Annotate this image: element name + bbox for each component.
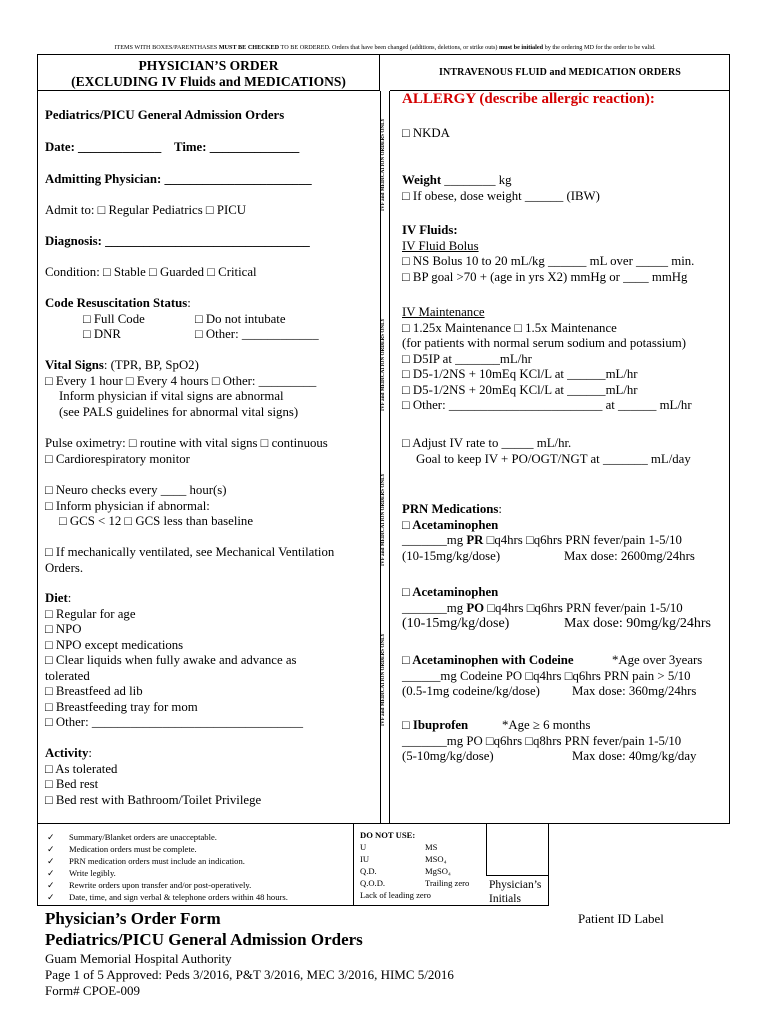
abbr: IU [360, 854, 370, 864]
form-subtitle: Pediatrics/PICU General Admission Orders [45, 930, 363, 949]
ventilation-block [45, 545, 375, 576]
checklist-item: ✓ Rewrite orders upon transfer and/or post-operatively. [47, 879, 347, 891]
initials-label [489, 878, 541, 906]
neuro-checks-checkbox[interactable]: □ Neuro checks every ____ hour(s) [45, 483, 227, 497]
note-bold-1: MUST BE CHECKED [218, 44, 280, 51]
acetaminophen-po-checkbox[interactable]: □ Acetaminophen [402, 585, 499, 599]
ventilation-text: Orders. [45, 560, 84, 575]
ace-pr-dose-range: (10-15mg/kg/dose) [402, 548, 501, 563]
vital-signs-block [45, 358, 375, 420]
codeine-checkbox[interactable]: □ Acetaminophen with Codeine [402, 653, 574, 667]
neuro-block [45, 483, 375, 530]
ace-pr-route: PR [466, 533, 484, 547]
code-status-block: Code Resuscitation Status: □ Full Code □ Do not intubate □ DNR □ Other: ____________ [45, 296, 319, 341]
ibuprofen-dose-range: (5-10mg/kg/dose) [402, 749, 494, 763]
neuro-inform-checkbox[interactable]: □ Inform physician if abnormal: [45, 498, 210, 513]
ace-po-max: Max dose: 90mg/kg/24hrs [564, 616, 711, 631]
abbr: Q.O.D. [360, 878, 386, 888]
note-prefix: ITEMS WITH BOXES/PARENTHASES [114, 44, 219, 51]
iv-fluids-title: IV Fluids: [402, 223, 458, 237]
activity-title: Activity [45, 746, 89, 760]
weight-block [402, 173, 728, 204]
codeine-dose-line[interactable]: ______mg Codeine PO □q4hrs □q6hrs PRN pain > 5/10 [402, 668, 691, 683]
ibuprofen-checkbox[interactable]: □ Ibuprofen [402, 718, 469, 732]
diet-option[interactable]: □ Breastfeed ad lib [45, 684, 143, 698]
diet-option[interactable]: □ Other: _________________________________ [45, 715, 303, 729]
condition-options[interactable] [45, 265, 375, 281]
header-line-2: (EXCLUDING IV Fluids and MEDICATIONS) [71, 74, 346, 89]
checklist-item: ✓ Medication orders must be complete. [47, 843, 347, 855]
vital-pals-text: (see PALS guidelines for abnormal vital signs) [59, 404, 299, 419]
checklist-item: ✓ Write legibly. [47, 867, 347, 879]
codeine-age: *Age over 3years [612, 653, 703, 667]
footer-info [45, 951, 454, 999]
ace-po-frequency[interactable]: □q4hrs □q6hrs PRN fever/pain 1-5/10 [484, 600, 683, 615]
vital-signs-sub: : (TPR, BP, SpO2) [103, 358, 199, 372]
vital-frequency-options[interactable]: □ Every 1 hour □ Every 4 hours □ Other: _________ [45, 373, 317, 388]
abbr: Lack of leading zero [360, 890, 431, 900]
diet-option-cont: tolerated [45, 668, 90, 683]
vertical-label-4: IVF and MEDICATION ORDERS ONLY [380, 633, 386, 727]
page-approval: Page 1 of 5 Approved: Peds 3/2016, P&T 3/2016, MEC 3/2016, HIMC 5/2016 [45, 967, 454, 982]
adjust-goal-text: Goal to keep IV + PO/OGT/NGT at _______ mL/day [416, 451, 691, 466]
top-instruction-note [0, 44, 770, 51]
weight-field[interactable]: ________ kg [441, 173, 512, 187]
code-status-title: Code Resuscitation Status [45, 296, 188, 310]
d5-20meq-checkbox[interactable]: □ D5-1/2NS + 20mEq KCl/L at ______mL/hr [402, 382, 638, 397]
pulse-ox-options[interactable]: Pulse oximetry: □ routine with vital signs □ continuous [45, 436, 328, 450]
vertical-label-2: IVF and MEDICATION ORDERS ONLY [380, 318, 386, 412]
organization: Guam Memorial Hospital Authority [45, 951, 232, 966]
admit-to-options[interactable] [45, 203, 375, 219]
diagnosis-field[interactable]: Diagnosis: ________________________________ [45, 234, 310, 248]
maintenance-note: (for patients with normal serum sodium and potassium) [402, 336, 686, 350]
maintenance-other-checkbox[interactable]: □ Other: ________________________ at ______ mL/hr [402, 398, 692, 412]
abbr: U [360, 842, 367, 852]
header-line-1: PHYSICIAN’S ORDER [138, 58, 279, 73]
ventilation-checkbox[interactable]: □ If mechanically ventilated, see Mechanical Ventilation [45, 545, 335, 559]
note-bold-2: must be initialed [499, 44, 544, 51]
adjust-block [402, 436, 728, 467]
condition-text: Condition: □ Stable □ Guarded □ Critical [45, 265, 257, 279]
do-not-use-title: DO NOT USE: [360, 830, 416, 840]
vital-inform-text: Inform physician if vital signs are abnormal [59, 389, 284, 403]
ace-po-route: PO [466, 600, 485, 615]
vertical-label-1: IVF and MEDICATION ORDERS ONLY [380, 118, 386, 212]
prn-block: PRN Medications: □ Acetaminophen _______mg PR □q4hrs □q6hrs PRN fever/pain 1-5/10 (10-15mg/kg/dose) Max dose: 2600mg/24hrs [402, 502, 728, 564]
vertical-label-3: IVF and MEDICATION ORDERS ONLY [380, 473, 386, 567]
diet-option[interactable]: □ NPO [45, 622, 82, 636]
abbr: Q.D. [360, 866, 377, 876]
codeine-max: Max dose: 360mg/24hrs [572, 684, 697, 698]
physician-order-header [37, 54, 380, 91]
activity-option[interactable]: □ Bed rest with Bathroom/Toilet Privilege [45, 792, 262, 807]
admit-to-text: Admit to: □ Regular Pediatrics □ PICU [45, 203, 246, 217]
do-not-use-list [360, 829, 490, 901]
section-title: Pediatrics/PICU General Admission Orders [45, 108, 285, 122]
checklist-item: ✓ Summary/Blanket orders are unacceptable. [47, 831, 347, 843]
code-dni-checkbox[interactable]: □ Do not intubate [195, 311, 286, 326]
code-dnr-checkbox[interactable]: □ DNR [83, 327, 121, 341]
diet-option[interactable]: □ Regular for age [45, 606, 136, 621]
weight-label: Weight [402, 173, 442, 187]
form-number: Form# CPOE-009 [45, 983, 140, 998]
abbr: Trailing zero [425, 878, 470, 888]
initials-label-2: Initials [489, 893, 521, 905]
d5-10meq-checkbox[interactable]: □ D5-1/2NS + 10mEq KCl/L at ______mL/hr [402, 367, 638, 381]
activity-option[interactable]: □ Bed rest [45, 777, 99, 791]
checklist-item: ✓ PRN medication orders must include an indication. [47, 855, 347, 867]
acetaminophen-pr-checkbox[interactable]: □ Acetaminophen [402, 517, 499, 532]
ibuprofen-dose-line[interactable]: _______mg PO □q6hrs □q8hrs PRN fever/pain 1-5/10 [402, 733, 682, 748]
note-suffix: by the ordering MD for the order to be valid. [543, 44, 656, 51]
ace-pr-max: Max dose: 2600mg/24hrs [564, 548, 695, 563]
initials-box[interactable] [486, 824, 549, 876]
abbr: MS [425, 842, 438, 852]
date-time-row [45, 140, 375, 156]
ibuprofen-max: Max dose: 40mg/kg/day [572, 749, 697, 763]
ace-pr-dose-field[interactable]: _______mg [402, 533, 467, 547]
initials-label-1: Physician’s [489, 879, 542, 891]
gcs-options[interactable]: □ GCS < 12 □ GCS less than baseline [59, 514, 254, 528]
codeine-dose-range: (0.5-1mg codeine/kg/dose) [402, 684, 540, 698]
ibuprofen-age: *Age ≥ 6 months [502, 718, 591, 732]
admitting-physician-field[interactable]: Admitting Physician: _______________________ [45, 172, 312, 186]
order-rules-checklist [47, 831, 347, 903]
ace-pr-frequency[interactable]: □q4hrs □q6hrs PRN fever/pain 1-5/10 [483, 533, 682, 547]
diet-option[interactable]: □ NPO except medications [45, 637, 184, 652]
iv-fluids-block [402, 223, 728, 285]
allergy-title: ALLERGY (describe allergic reaction): [402, 91, 655, 107]
date-field[interactable]: Date: _____________ [45, 140, 162, 154]
code-other-checkbox[interactable]: □ Other: ____________ [195, 327, 319, 341]
diet-option[interactable]: □ Clear liquids when fully awake and advance as [45, 653, 297, 667]
bottom-divider [353, 824, 354, 906]
prn-title: PRN Medications [402, 502, 499, 516]
note-middle: TO BE ORDERED. Orders that have been changed (additions, deletions, or strike outs) [279, 44, 500, 51]
diet-title: Diet [45, 591, 68, 605]
time-field[interactable]: Time: ______________ [174, 140, 300, 154]
ace-po-dose-field[interactable]: _______mg [402, 600, 467, 615]
cardio-monitor-checkbox[interactable]: □ Cardiorespiratory monitor [45, 451, 190, 466]
maintenance-block [402, 305, 728, 414]
maintenance-rate-options[interactable]: □ 1.25x Maintenance □ 1.5x Maintenance [402, 320, 617, 335]
diet-option[interactable]: □ Breastfeeding tray for mom [45, 699, 198, 714]
abbr: MgSO₄ [425, 866, 451, 876]
iv-med-header: INTRAVENOUS FLUID and MEDICATION ORDERS [439, 67, 681, 78]
form-title: Physician’s Order Form [45, 909, 221, 928]
ace-po-block [402, 585, 728, 632]
code-full-checkbox[interactable]: □ Full Code [83, 311, 145, 326]
activity-option[interactable]: □ As tolerated [45, 761, 118, 776]
checklist-item: ✓ Date, time, and sign verbal & telephone orders within 48 hours. [47, 891, 347, 903]
maintenance-title: IV Maintenance [402, 305, 485, 319]
activity-block: Activity: □ As tolerated □ Bed rest □ Bed rest with Bathroom/Toilet Privilege [45, 746, 375, 808]
patient-id-label: Patient ID Label [578, 911, 664, 926]
ns-bolus-checkbox[interactable]: □ NS Bolus 10 to 20 mL/kg ______ mL over _____ min. [402, 254, 695, 268]
footer-title [45, 908, 363, 950]
obese-checkbox[interactable]: □ If obese, dose weight ______ (IBW) [402, 188, 600, 203]
ace-po-dose-range: (10-15mg/kg/dose) [402, 616, 510, 631]
bp-goal-checkbox[interactable]: □ BP goal >70 + (age in yrs X2) mmHg or ____ mmHg [402, 269, 688, 284]
vital-signs-title: Vital Signs [45, 358, 104, 372]
diet-block: Diet: □ Regular for age □ NPO □ NPO except medications □ Clear liquids when fully awake and advance as tolerated □ Breastfeed ad lib □ Breastfeeding tray for mom □ Other: _________________________________ [45, 591, 375, 731]
codeine-block [402, 653, 728, 700]
bolus-title: IV Fluid Bolus [402, 238, 479, 253]
adjust-rate-checkbox[interactable]: □ Adjust IV rate to _____ mL/hr. [402, 436, 572, 450]
d5ip-checkbox[interactable]: □ D5IP at _______mL/hr [402, 351, 532, 366]
pulse-ox-block [45, 436, 375, 467]
abbr: MSO₄ [425, 854, 447, 864]
nkda-checkbox[interactable]: □ NKDA [402, 126, 450, 140]
ibuprofen-block [402, 718, 728, 765]
